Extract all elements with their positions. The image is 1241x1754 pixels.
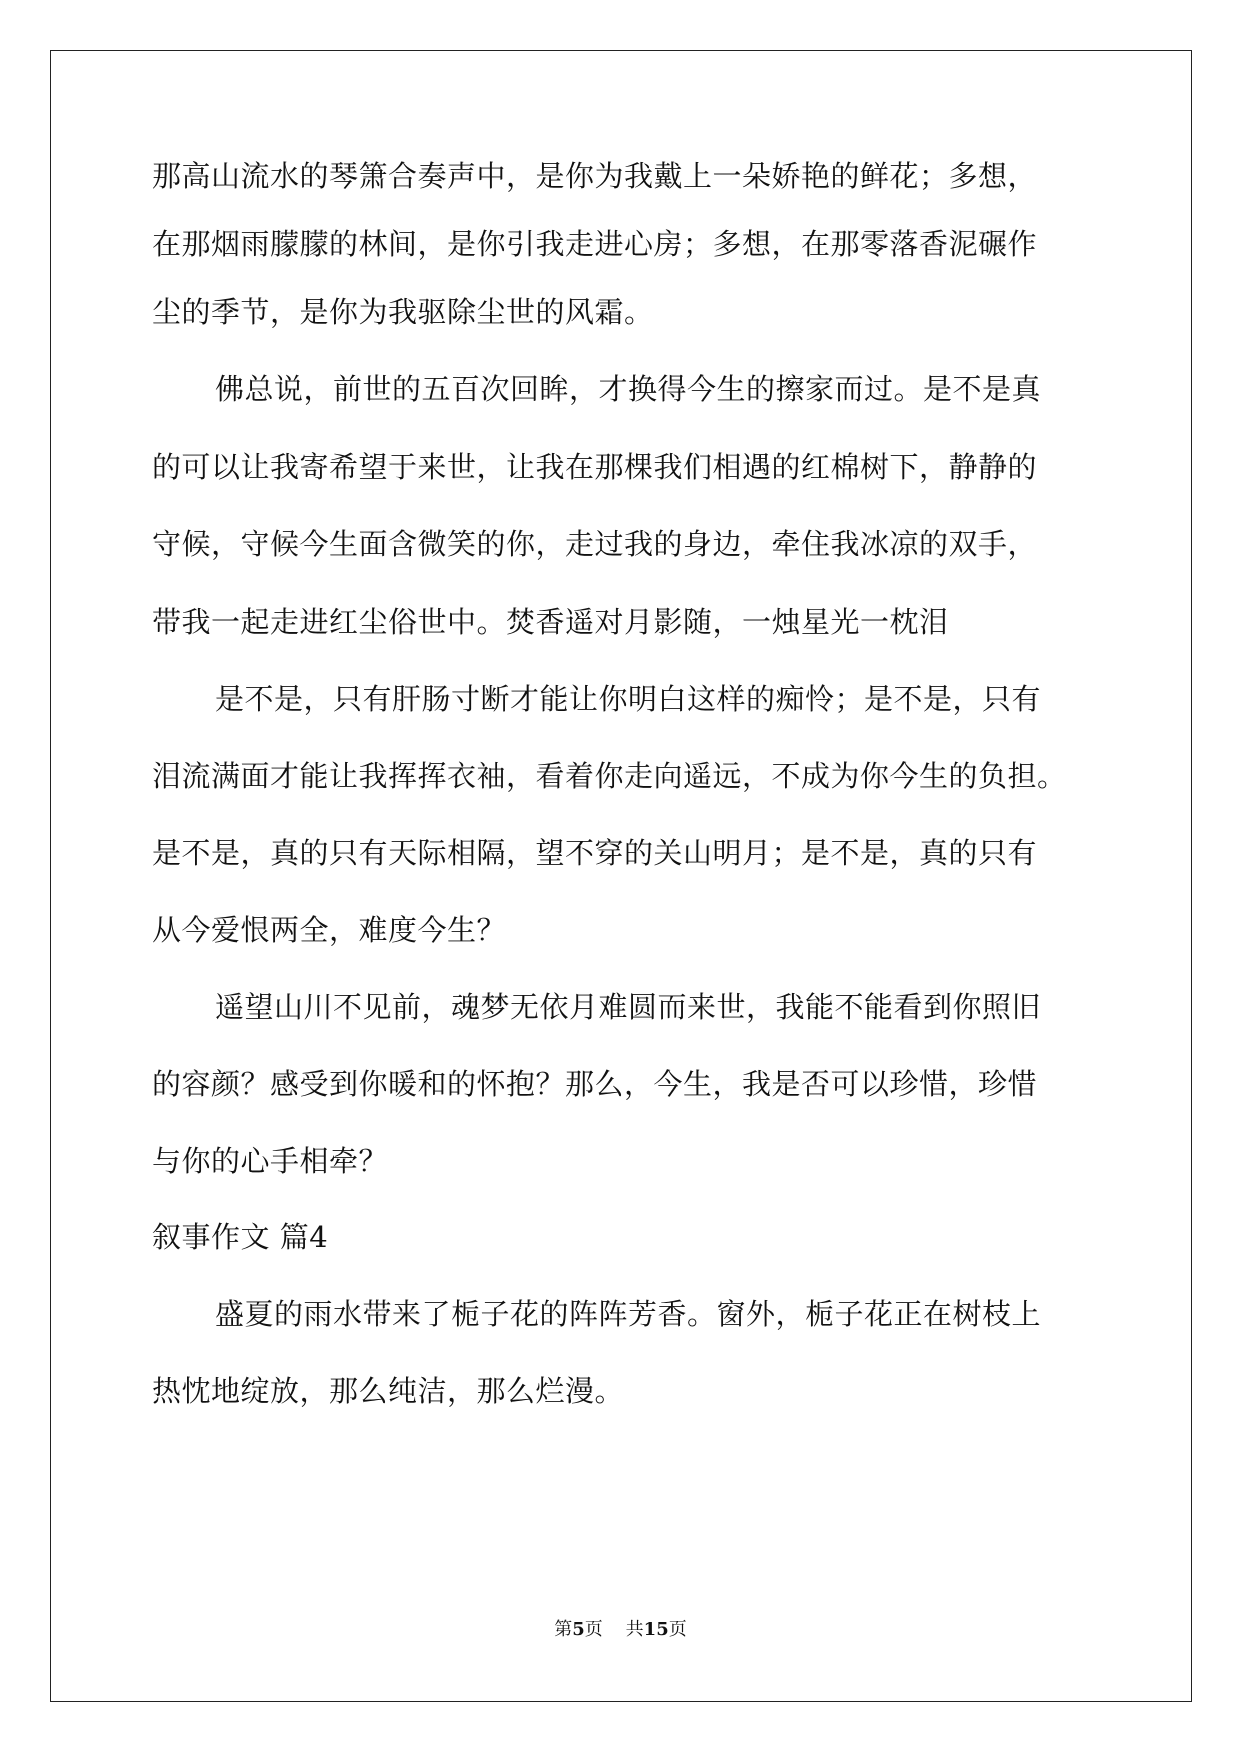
- paragraph-first-line: 佛总说，前世的五百次回眸，才换得今生的擦家而过。是不是真: [215, 372, 1042, 406]
- paragraph-first-line: 是不是，只有肝肠寸断才能让你明白这样的痴怜；是不是，只有: [215, 682, 1042, 716]
- body-text-line: 热忱地绽放，那么纯洁，那么烂漫。: [152, 1374, 625, 1408]
- section-heading: 叙事作文 篇4: [152, 1220, 329, 1254]
- current-page-number: 5: [572, 1619, 585, 1640]
- body-text-line: 是不是，真的只有天际相隔，望不穿的关山明月；是不是，真的只有: [152, 836, 1038, 870]
- footer-page-unit: 页: [584, 1619, 603, 1640]
- paragraph-first-line: 遥望山川不见前，魂梦无依月难圆而来世，我能不能看到你照旧: [215, 990, 1042, 1024]
- footer-total-prefix: 共: [625, 1619, 644, 1640]
- page-footer: [0, 1618, 1241, 1642]
- paragraph-first-line: 盛夏的雨水带来了栀子花的阵阵芳香。窗外，栀子花正在树枝上: [215, 1297, 1042, 1331]
- body-text-line: 泪流满面才能让我挥挥衣袖，看着你走向遥远，不成为你今生的负担。: [152, 759, 1067, 793]
- body-text-line: 守候，守候今生面含微笑的你，走过我的身边，牵住我冰凉的双手，: [152, 527, 1038, 561]
- body-text-line: 带我一起走进红尘俗世中。焚香遥对月影随，一烛星光一枕泪: [152, 605, 949, 639]
- body-text-line: 的可以让我寄希望于来世，让我在那棵我们相遇的红棉树下，静静的: [152, 450, 1038, 484]
- body-text-line: 从今爱恨两全，难度今生？: [152, 913, 507, 947]
- body-text-line: 那高山流水的琴箫合奏声中，是你为我戴上一朵娇艳的鲜花；多想，: [152, 159, 1038, 193]
- body-text-line: 的容颜？感受到你暖和的怀抱？那么，今生，我是否可以珍惜，珍惜: [152, 1067, 1038, 1101]
- body-text-line: 在那烟雨朦朦的林间，是你引我走进心房；多想，在那零落香泥碾作: [152, 227, 1038, 261]
- footer-total-unit: 页: [668, 1619, 687, 1640]
- total-pages-number: 15: [643, 1619, 669, 1640]
- body-text-line: 与你的心手相牵？: [152, 1144, 389, 1178]
- footer-prefix: 第: [554, 1619, 573, 1640]
- body-text-line: 尘的季节，是你为我驱除尘世的风霜。: [152, 295, 654, 329]
